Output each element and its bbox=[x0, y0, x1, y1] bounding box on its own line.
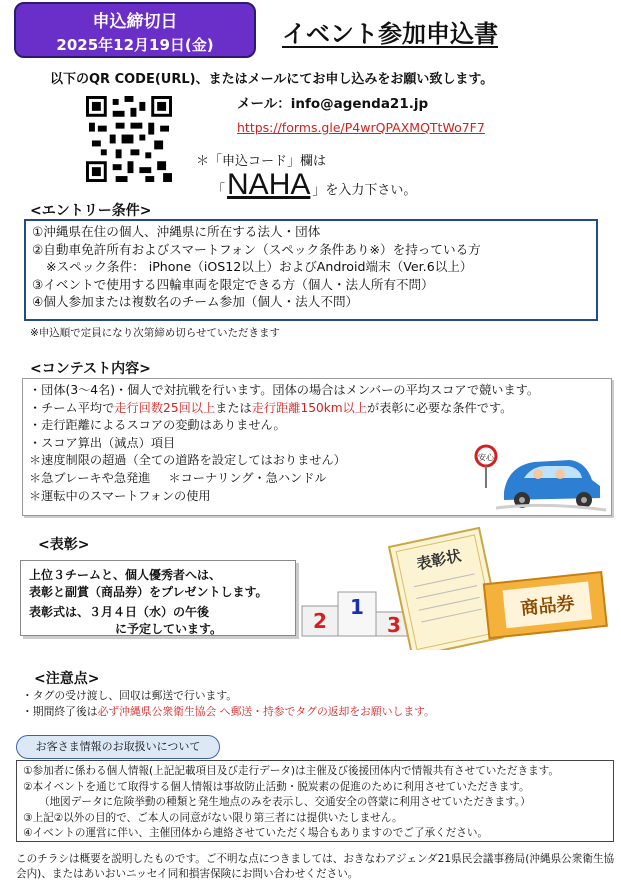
footer-text: このチラシは概要を説明したものです。ご不明な点につきましては、おきなわアジェンダ21県民会議事務局(沖縄県公衆衛生協会内)、またはあいおいニッセイ同和損害保険にお問い合わせください。 bbox=[16, 853, 615, 880]
voucher-label: 商品券 bbox=[519, 593, 576, 620]
award-line: 表彰と副賞（商品券）をプレゼントします。 bbox=[29, 585, 268, 599]
sign-label: 安心 bbox=[478, 453, 494, 462]
entry-conditions-box bbox=[24, 219, 598, 321]
contest-text: ＊コーナリング・急ハンドル bbox=[168, 470, 327, 485]
notes-list bbox=[22, 688, 435, 720]
contest-text: ・チーム平均で bbox=[29, 400, 115, 415]
deadline-date: 2025年12月19日(金) bbox=[56, 36, 214, 54]
apply-code: NAHA bbox=[227, 168, 311, 201]
entry-item: ③イベントで使用する四輪車両を限定できる方（個人・法人所有不問） bbox=[32, 276, 434, 292]
code-instruction bbox=[212, 168, 416, 202]
contest-line: ・スコア算出（減点）項目 bbox=[29, 435, 176, 450]
privacy-line: ①参加者に係わる個人情報(上記記載項目及び走行データ)は主催及び後援団体内で情報共有させていただきます。 bbox=[23, 765, 560, 777]
code-note: ＊「申込コード」欄は bbox=[196, 154, 327, 169]
entry-item: ②自動車免許所有およびスマートフォン（スペック条件あり※）を持っている方 bbox=[32, 241, 481, 257]
privacy-line: ②本イベントを通じて取得する個人情報は事故防止活動・脱炭素の促進のために利用させていただきます。 bbox=[23, 780, 530, 793]
page-title: イベント参加申込書 bbox=[282, 20, 498, 48]
deadline-badge bbox=[14, 2, 256, 58]
privacy-line: （地図データに危険挙動の種類と発生地点のみを表示し、交通安全の啓蒙に利用させていただきます。） bbox=[39, 796, 531, 808]
award-box bbox=[20, 560, 296, 636]
notes-heading: <注意点> bbox=[34, 671, 100, 687]
certificate-illustration bbox=[386, 518, 608, 650]
code-prefix: 「 bbox=[212, 183, 226, 198]
contest-line: ＊運転中のスマートフォンの使用 bbox=[29, 488, 211, 503]
contest-text: ＊急ブレーキや急発進 bbox=[29, 470, 151, 485]
podium-1: 1 bbox=[350, 595, 364, 619]
entry-item: ④個人参加または複数名のチーム参加（個人・法人不問） bbox=[32, 294, 359, 309]
privacy-line: ④イベントの運営に伴い、主催団体から連絡させていただく場合もありますのでご了承ください。 bbox=[23, 827, 489, 839]
contest-text: が表彰に必要な条件です。 bbox=[367, 400, 513, 415]
note-line: ・タグの受け渡し、回収は郵送で行います。 bbox=[22, 689, 238, 702]
podium-2: 2 bbox=[313, 609, 327, 633]
code-suffix: 」を入力下さい。 bbox=[312, 183, 417, 198]
note-text: ・期間終了後は bbox=[22, 705, 98, 718]
contest-line: ・団体(3～4名)・個人で対抗戦を行います。団体の場合はメンバーの平均スコアで競います。 bbox=[29, 383, 540, 397]
privacy-box bbox=[16, 760, 614, 842]
note-line bbox=[22, 704, 435, 720]
contact-email: メール：info@agenda21.jp bbox=[237, 96, 429, 112]
contest-text: または bbox=[215, 400, 252, 415]
qr-code-icon[interactable] bbox=[86, 96, 172, 182]
privacy-heading: お客さま情報のお取扱いについて bbox=[16, 735, 220, 759]
podium-3: 3 bbox=[387, 613, 401, 637]
entry-item: ①沖縄県在住の個人、沖縄県に所在する法人・団体 bbox=[32, 224, 321, 239]
privacy-line: ③上記②以外の目的で、ご本人の同意がない限り第三者には提供いたしません。 bbox=[23, 811, 403, 824]
contest-line bbox=[29, 400, 605, 418]
entry-heading: <エントリー条件> bbox=[30, 203, 152, 219]
award-line: 上位３チームと、個人優秀者へは、 bbox=[29, 568, 222, 582]
entry-note: ※申込順で定員になり次第締め切らせていただきます bbox=[30, 327, 280, 339]
form-link[interactable]: https://forms.gle/P4wrQPAXMQTtWo7F7 bbox=[237, 120, 485, 135]
contest-line: ＊速度制限の超過（全ての道路を設定してはおりません） bbox=[29, 453, 346, 468]
deadline-label: 申込締切日 bbox=[92, 12, 178, 32]
contest-heading: <コンテスト内容> bbox=[30, 361, 151, 377]
contest-line: ・走行距離によるスコアの変動はありません。 bbox=[29, 418, 286, 433]
note-highlight: 必ず沖縄県公衆衛生協会 へ郵送・持参でタグの返却をお願いします。 bbox=[97, 705, 435, 718]
award-line: に予定しています。 bbox=[115, 622, 223, 636]
award-line: 表彰式は、３月４日（水）の午後 bbox=[29, 605, 210, 619]
award-heading: <表彰> bbox=[38, 537, 90, 553]
car-illustration bbox=[474, 436, 608, 516]
contest-highlight: 走行距離150km以上 bbox=[251, 400, 368, 415]
certificate-title: 表彰状 bbox=[414, 546, 463, 574]
contest-highlight: 走行回数25回以上 bbox=[114, 400, 216, 415]
apply-intro: 以下のQR CODE(URL)、またはメールにてお申し込みをお願い致します。 bbox=[50, 72, 494, 87]
entry-item: ※スペック条件： iPhone（iOS12以上）およびAndroid端末（Ver.6以上） bbox=[46, 259, 473, 274]
